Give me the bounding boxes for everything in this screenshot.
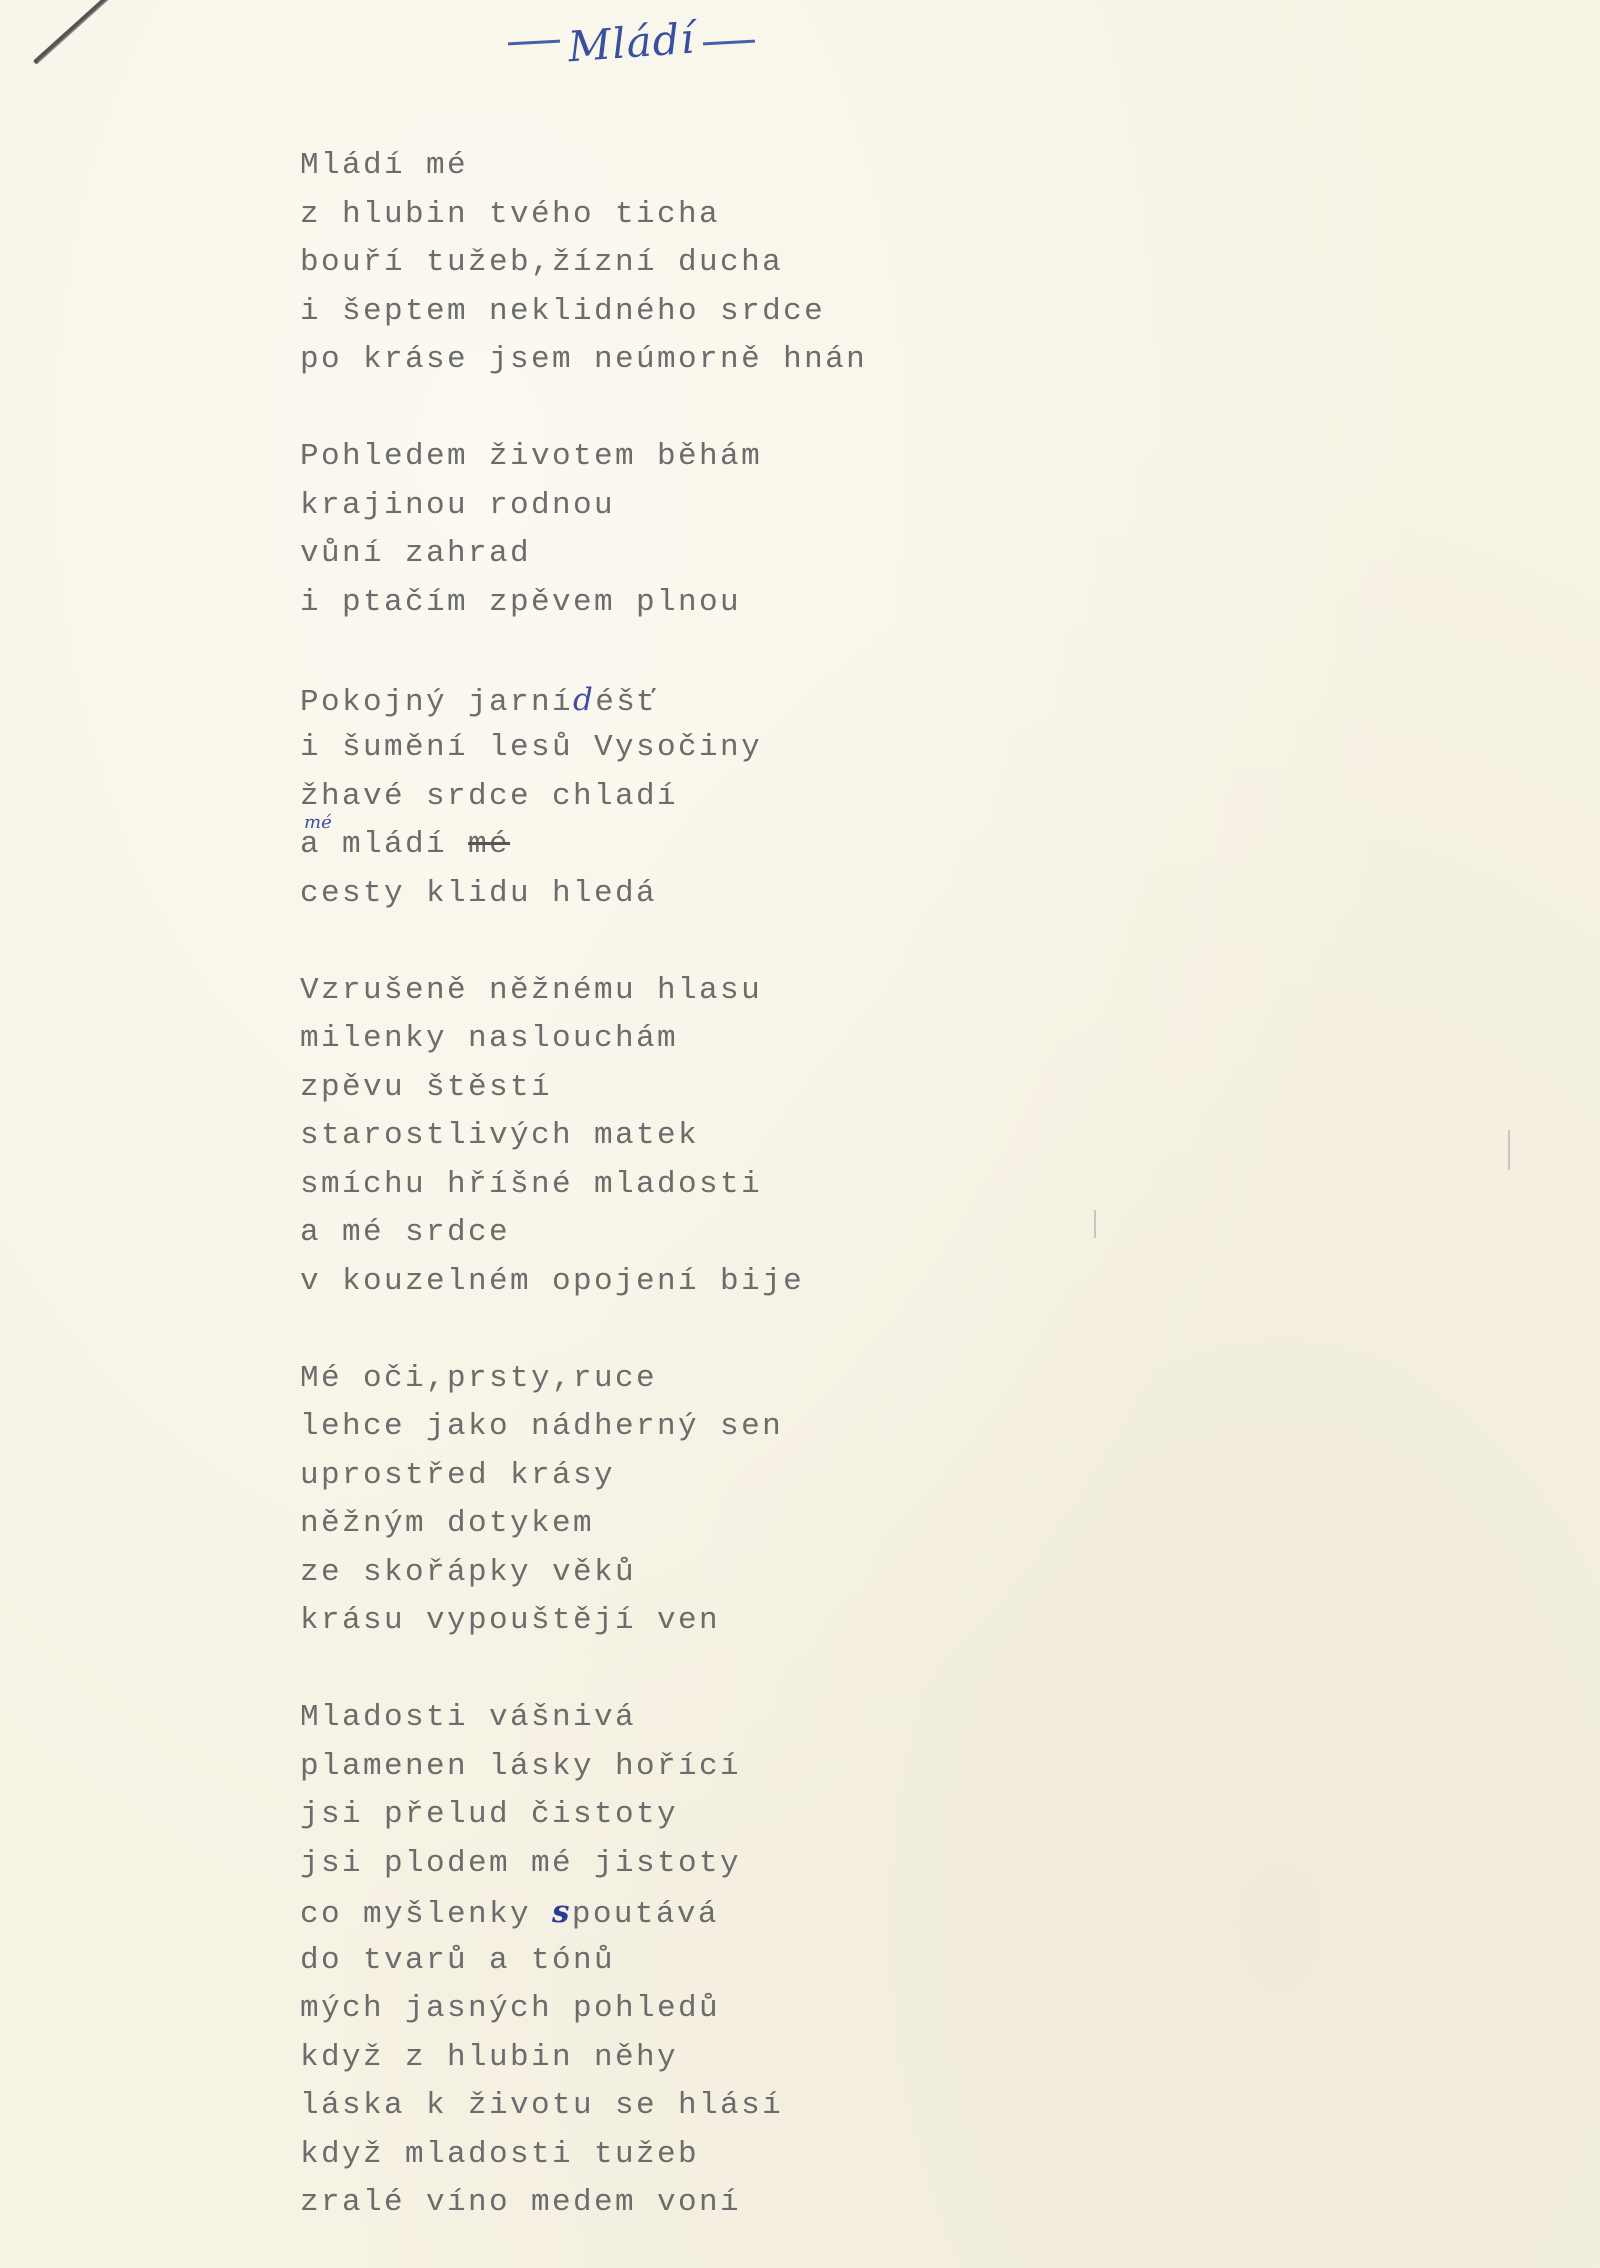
staple-icon [31,0,111,65]
poem-line: Mé oči,prsty,ruce [300,1360,658,1396]
poem-line [300,676,1000,725]
poem-line: Mládí mé [300,148,469,183]
caret-insert [300,812,448,870]
poem-line: láska k životu se hlásí [300,2088,784,2123]
poem-line [300,1888,1000,1937]
handwritten-insert: d [573,681,596,718]
poem-line: po kráse jsem neúmorně hnán [300,342,868,377]
typed-text: éšť [595,684,659,720]
poem-line: i šumění lesů Vysočiny [300,730,763,765]
typed-text: co myšlenky [300,1897,553,1932]
handwritten-title [500,14,800,84]
poem-line: starostlivých matek [300,1118,700,1153]
poem-line: zpěvu štěstí [300,1069,553,1105]
poem-line: milenky naslouchám [300,1021,679,1056]
margin-mark [1508,1130,1510,1170]
struck-word: mé [468,827,511,862]
stanza-3 [300,676,1000,919]
poem-line: něžným dotykem [300,1506,595,1541]
poem-line: krásu vypouštějí ven [300,1603,721,1638]
poem-line: žhavé srdce chladí [300,778,679,814]
stanza-5 [300,1355,1000,1646]
stanza-2 [300,433,1000,627]
typed-text: a mládí [300,827,448,862]
poem-line: uprostřed krásy [300,1457,616,1493]
poem-line: když mladosti tužeb [300,2136,700,2172]
stanza-4 [300,967,1000,1307]
poem-line: z hlubin tvého ticha [300,196,721,232]
poem-line: jsi plodem mé jistoty [300,1845,742,1881]
stanza-1 [300,142,1000,385]
poem-line: ze skořápky věků [300,1554,637,1590]
poem-line: mých jasných pohledů [300,1991,721,2026]
poem-line: když z hlubin něhy [300,2039,679,2075]
handwritten-insert-above: mé [304,812,332,833]
poem-line: v kouzelném opojení bije [300,1263,805,1299]
typed-text: Pokojný jarní [300,684,574,720]
poem-line: a mé srdce [300,1215,511,1250]
poem-line: i šeptem neklidného srdce [300,293,826,329]
poem-line: cesty klidu hledá [300,875,658,911]
poem-line: bouří tužeb,žízní ducha [300,245,784,280]
title-dash-right [703,39,755,45]
poem-line: lehce jako nádherný sen [300,1409,784,1444]
poem-line: Mladosti vášnivá [300,1700,637,1735]
poem-line [300,812,1000,870]
margin-mark [1094,1210,1096,1238]
title-word: Mládí [566,13,697,71]
poem-line: i ptačím zpěvem plnou [300,584,742,620]
stanza-6 [300,1694,1000,2228]
poem-line: smíchu hříšné mladosti [300,1166,763,1202]
poem-line: zralé víno medem voní [300,2185,742,2220]
handwritten-letter: s [552,1894,572,1930]
poem-line: Pohledem životem běhám [300,439,763,474]
poem-line: do tvarů a tónů [300,1942,616,1978]
poem-line: plamenen lásky hořící [300,1748,742,1784]
title-dash-left [508,39,560,45]
poem-body [300,142,1000,2228]
typed-text: poutává [571,1897,719,1932]
poem-line: vůní zahrad [300,536,532,571]
poem-line: Vzrušeně něžnému hlasu [300,972,763,1008]
poem-line: jsi přelud čistoty [300,1797,679,1832]
poem-line: krajinou rodnou [300,487,616,523]
